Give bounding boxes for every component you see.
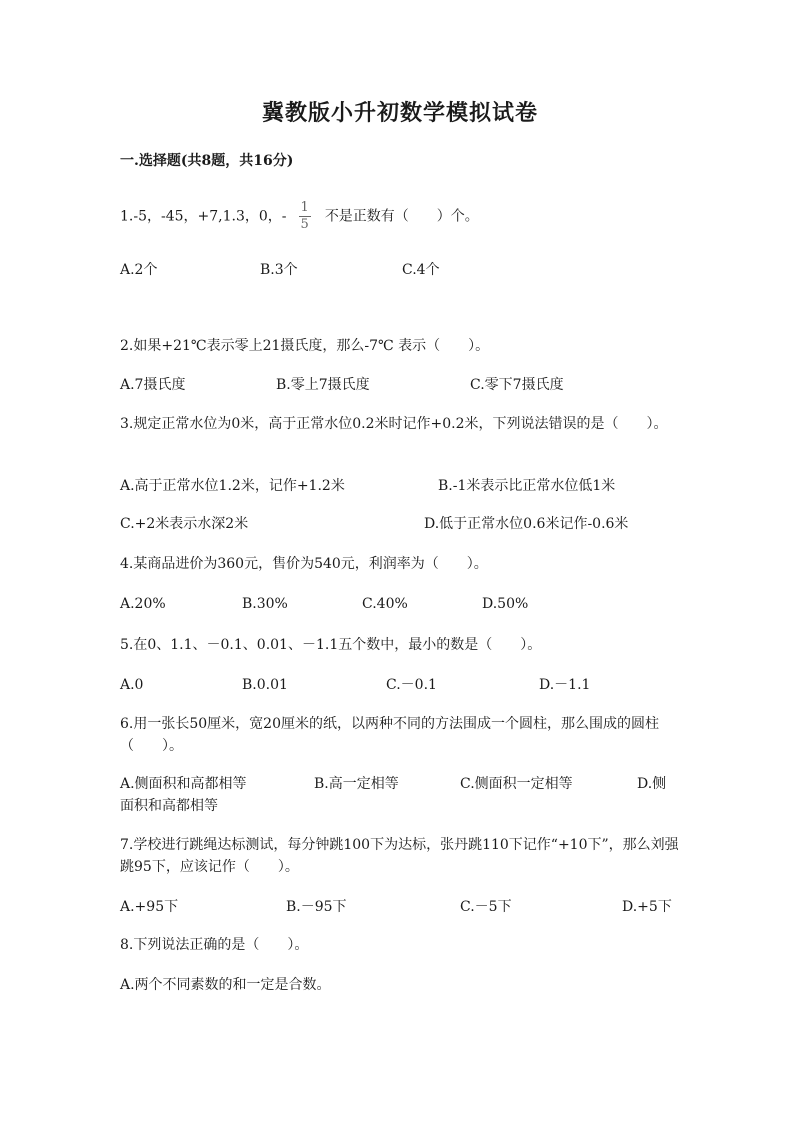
q7-option-d[interactable]: D.+5下 xyxy=(622,899,672,915)
q3-option-b[interactable]: B.-1米表示比正常水位低1米 xyxy=(438,478,616,494)
fraction-numerator: 1 xyxy=(300,200,309,215)
fraction xyxy=(299,200,311,233)
q2-option-a[interactable]: A.7摄氏度 xyxy=(120,377,186,393)
q6-option-a[interactable]: A.侧面积和高都相等 xyxy=(120,776,247,792)
q6-option-d[interactable]: D.侧 xyxy=(637,776,667,792)
q4-option-b[interactable]: B.30% xyxy=(242,596,288,612)
q5-option-d[interactable]: D.－1.1 xyxy=(539,677,591,693)
question-1-tail: 不是正数有（ ）个。 xyxy=(324,208,479,225)
q1-option-b[interactable]: B.3个 xyxy=(260,262,298,278)
q6-option-d-wrap[interactable]: 面积和高都相等 xyxy=(120,798,218,814)
q2-option-b[interactable]: B.零上7摄氏度 xyxy=(276,377,370,393)
q8-option-a[interactable]: A.两个不同素数的和一定是合数。 xyxy=(120,977,331,993)
q7-option-c[interactable]: C.－5下 xyxy=(460,899,512,915)
q6-option-b[interactable]: B.高一定相等 xyxy=(314,776,399,792)
question-6: 6.用一张长50厘米，宽20厘米的纸，以两种不同的方法围成一个圆柱，那么围成的圆柱（ ）。 xyxy=(120,716,659,754)
question-5: 5.在0、1.1、－0.1、0.01、－1.1五个数中，最小的数是（ ）。 xyxy=(120,637,542,653)
q3-option-d[interactable]: D.低于正常水位0.6米记作-0.6米 xyxy=(424,516,629,532)
question-1 xyxy=(120,200,479,233)
q6-option-c[interactable]: C.侧面积一定相等 xyxy=(460,776,573,792)
q2-option-c[interactable]: C.零下7摄氏度 xyxy=(470,377,564,393)
q5-option-b[interactable]: B.0.01 xyxy=(242,677,288,693)
q3-option-c[interactable]: C.+2米表示水深2米 xyxy=(120,516,249,532)
q5-option-c[interactable]: C.－0.1 xyxy=(386,677,437,693)
q1-option-a[interactable]: A.2个 xyxy=(120,262,158,278)
question-4: 4.某商品进价为360元，售价为540元，利润率为（ ）。 xyxy=(120,556,488,572)
question-8: 8.下列说法正确的是（ ）。 xyxy=(120,937,309,953)
page-title: 冀教版小升初数学模拟试卷 xyxy=(261,100,538,126)
q7-option-b[interactable]: B.－95下 xyxy=(286,899,347,915)
question-2: 2.如果+21℃表示零上21摄氏度，那么-7℃ 表示（ ）。 xyxy=(120,338,490,354)
question-1-text: 1.-5，-45，+7,1.3，0，- xyxy=(120,208,287,225)
question-7: 7.学校进行跳绳达标测试，每分钟跳100下为达标，张丹跳110下记作“+10下”，那么刘强跳95下，应该记作（ ）。 xyxy=(120,837,679,875)
q3-option-a[interactable]: A.高于正常水位1.2米，记作+1.2米 xyxy=(120,478,345,494)
q4-option-d[interactable]: D.50% xyxy=(482,596,529,612)
section-heading: 一.选择题(共8题，共16分) xyxy=(120,153,294,169)
question-3: 3.规定正常水位为0米，高于正常水位0.2米时记作+0.2米，下列说法错误的是（ ）。 xyxy=(120,416,668,432)
q1-option-c[interactable]: C.4个 xyxy=(402,262,440,278)
q5-option-a[interactable]: A.0 xyxy=(120,677,144,693)
fraction-denominator: 5 xyxy=(300,217,309,232)
q7-option-a[interactable]: A.+95下 xyxy=(120,899,179,915)
q4-option-a[interactable]: A.20% xyxy=(120,596,166,612)
q4-option-c[interactable]: C.40% xyxy=(362,596,408,612)
